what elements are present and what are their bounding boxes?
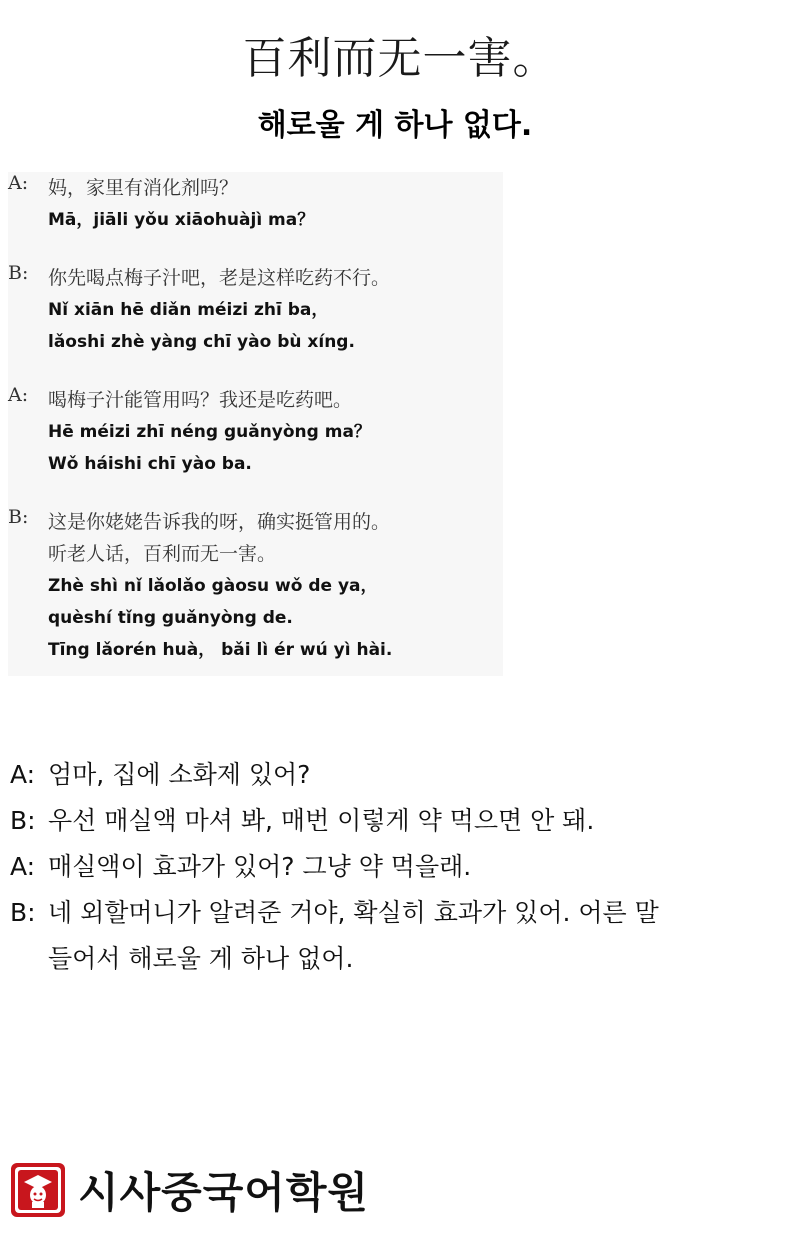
translation-line (10, 936, 795, 982)
academy-logo (10, 1160, 369, 1220)
translation-speaker: B: (10, 806, 36, 835)
chinese-line: 妈，家里有消化剂吗？ (48, 177, 239, 199)
pinyin-line: Hē méizi zhī néng guǎnyòng ma？ (48, 422, 371, 442)
pinyin-line: quèshí tǐng guǎnyòng de. (48, 608, 293, 628)
translation-text: 엄마, 집에 소화제 있어? (48, 760, 311, 789)
title-korean: 해로울 게 하나 없다. (257, 108, 533, 143)
dialogue-box (8, 172, 503, 676)
dialogue-turn (8, 172, 503, 236)
pinyin-line: Tīng lǎorén huà， bǎi lì ér wú yì hài. (48, 640, 393, 660)
translation-text: 네 외할머니가 알려준 거야, 확실히 효과가 있어. 어른 말 (48, 898, 659, 927)
chinese-line: 喝梅子汁能管用吗？我还是吃药吧。 (48, 389, 353, 411)
translation-text: 들어서 해로울 게 하나 없어. (48, 944, 354, 973)
translation-line (10, 890, 795, 936)
academy-name: 시사중국어학원 (78, 1168, 370, 1217)
chinese-line: 这是你姥姥告诉我的呀，确实挺管用的。 (48, 511, 391, 533)
pinyin-line: lǎoshi zhè yàng chī yào bù xíng. (48, 332, 355, 352)
speaker-label: B: (8, 506, 29, 528)
chinese-line: 你先喝点梅子汁吧，老是这样吃药不行。 (48, 267, 391, 289)
dialogue-turn (8, 506, 503, 666)
title-chinese: 百利而无一害。 (242, 33, 558, 84)
translation-line (10, 798, 795, 844)
pinyin-line: Mā，jiāli yǒu xiāohuàjì ma？ (48, 210, 315, 230)
dialogue-turn (8, 384, 503, 480)
speaker-label: A: (8, 172, 29, 194)
translation-speaker: A: (10, 760, 36, 789)
speaker-label: B: (8, 262, 29, 284)
translation-text: 우선 매실액 마셔 봐, 매번 이렇게 약 먹으면 안 돼. (48, 806, 595, 835)
chinese-line: 听老人话，百利而无一害。 (48, 543, 277, 565)
dialogue-turn (8, 262, 503, 358)
korean-translation (10, 752, 795, 982)
pinyin-line: Zhè shì nǐ lǎolǎo gàosu wǒ de ya， (48, 576, 378, 596)
academy-emblem-icon (10, 1162, 66, 1218)
pinyin-line: Nǐ xiān hē diǎn méizi zhī ba， (48, 300, 329, 320)
pinyin-line: Wǒ háishi chī yào ba. (48, 454, 252, 474)
translation-text: 매실액이 효과가 있어? 그냥 약 먹을래. (48, 852, 472, 881)
translation-line (10, 844, 795, 890)
translation-line (10, 752, 795, 798)
translation-speaker: A: (10, 852, 36, 881)
translation-speaker: B: (10, 898, 36, 927)
speaker-label: A: (8, 384, 29, 406)
